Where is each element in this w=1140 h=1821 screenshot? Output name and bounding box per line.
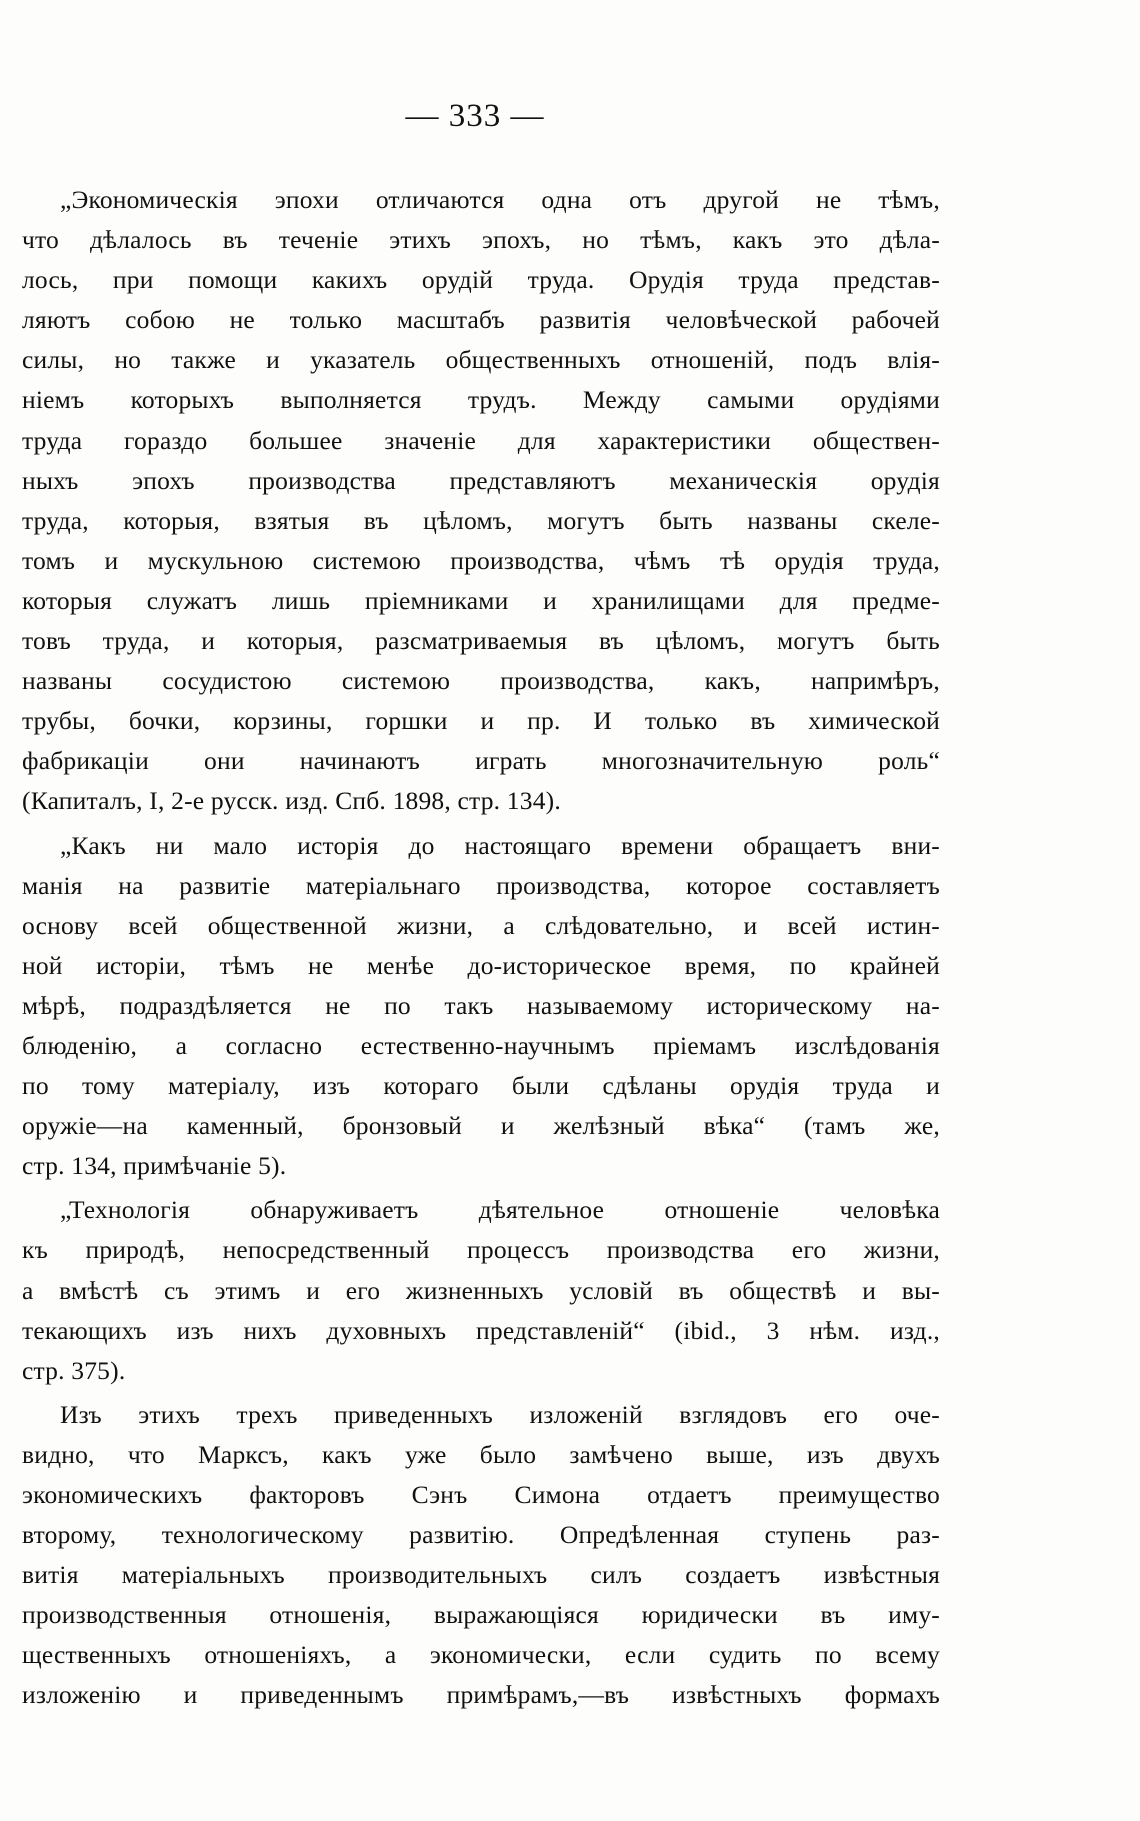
text-line: экономическихъ факторовъ Сэнъ Симона отдаетъ преимущество <box>22 1480 940 1509</box>
text-line: ляютъ собою не только масштабъ развитія человѣческой рабочей <box>22 305 940 335</box>
text-line: томъ и мускульною системою производства, чѣмъ тѣ орудія труда, <box>22 545 940 575</box>
text-line: фабрикаціи они начинаютъ играть многозначительную роль“ <box>22 746 940 776</box>
text-line: витія матеріальныхъ производительныхъ силъ создаетъ извѣстныя <box>22 1560 940 1590</box>
text-line: Изъ этихъ трехъ приведенныхъ изложеній взглядовъ его оче- <box>60 1399 940 1429</box>
text-line: труда, которыя, взятыя въ цѣломъ, могутъ быть названы скеле- <box>22 505 940 535</box>
text-line: силы, но также и указатель общественныхъ отношеній, подъ влія- <box>22 345 940 375</box>
text-line: „Технологія обнаруживаетъ дѣятельное отношеніе человѣка <box>60 1195 940 1225</box>
text-line: изложенію и приведеннымъ примѣрамъ,—въ извѣстныхъ формахъ <box>22 1680 940 1710</box>
text-line: (Капиталъ, I, 2-е русск. изд. Спб. 1898, стр. 134). <box>22 786 561 816</box>
text-line: что дѣлалось въ теченіе этихъ эпохъ, но тѣмъ, какъ это дѣла- <box>22 225 940 255</box>
text-line: лось, при помощи какихъ орудій труда. Орудія труда представ- <box>22 265 940 295</box>
text-line: по тому матеріалу, изъ котораго были сдѣланы орудія труда и <box>22 1071 940 1101</box>
text-line: къ природѣ, непосредственный процессъ производства его жизни, <box>22 1235 940 1265</box>
text-line: трубы, бочки, корзины, горшки и пр. И только въ химической <box>22 706 940 736</box>
text-line: производственныя отношенія, выражающіяся юридически въ иму- <box>22 1600 940 1630</box>
text-line: ныхъ эпохъ производства представляютъ механическія орудія <box>22 465 940 495</box>
text-line: названы сосудистою системою производства, какъ, напримѣръ, <box>22 666 940 696</box>
page-number: — 333 — <box>405 98 545 134</box>
text-line: оружіе—на каменный, бронзовый и желѣзный вѣка“ (тамъ же, <box>22 1111 940 1141</box>
text-line: ной исторіи, тѣмъ не менѣе до-историческое время, по крайней <box>22 950 940 980</box>
text-line: щественныхъ отношеніяхъ, а экономически, если судить по всему <box>22 1640 940 1670</box>
text-line: „Какъ ни мало исторія до настоящаго времени обращаетъ вни- <box>60 830 940 860</box>
text-line: блюденію, а согласно естественно-научнымъ пріемамъ изслѣдованія <box>22 1030 940 1060</box>
text-line: товъ труда, и которыя, разсматриваемыя въ цѣломъ, могутъ быть <box>22 626 940 656</box>
text-line: стр. 134, примѣчаніе 5). <box>22 1151 287 1181</box>
text-line: второму, технологическому развитію. Опредѣленная ступень раз- <box>22 1520 940 1550</box>
page-body-text <box>22 180 940 1716</box>
text-line: ніемъ которыхъ выполняется трудъ. Между самыми орудіями <box>22 385 940 415</box>
text-line: которыя служатъ лишь пріемниками и хранилищами для предме- <box>22 585 940 615</box>
text-line: труда гораздо большее значеніе для характеристики обществен- <box>22 425 940 455</box>
text-line: текающихъ изъ нихъ духовныхъ представленій“ (ibid., 3 нѣм. изд., <box>22 1315 940 1345</box>
text-line: „Экономическія эпохи отличаются одна отъ другой не тѣмъ, <box>60 185 940 214</box>
text-line: манія на развитіе матеріальнаго производства, которое составляетъ <box>22 870 940 900</box>
text-line: основу всей общественной жизни, а слѣдовательно, и всей истин- <box>22 910 940 940</box>
text-line: мѣрѣ, подраздѣляется не по такъ называемому историческому на- <box>22 990 940 1020</box>
text-line: стр. 375). <box>22 1355 126 1385</box>
text-line: видно, что Марксъ, какъ уже было замѣчено выше, изъ двухъ <box>22 1439 940 1469</box>
text-line: а вмѣстѣ съ этимъ и его жизненныхъ условій въ обществѣ и вы- <box>22 1275 940 1305</box>
